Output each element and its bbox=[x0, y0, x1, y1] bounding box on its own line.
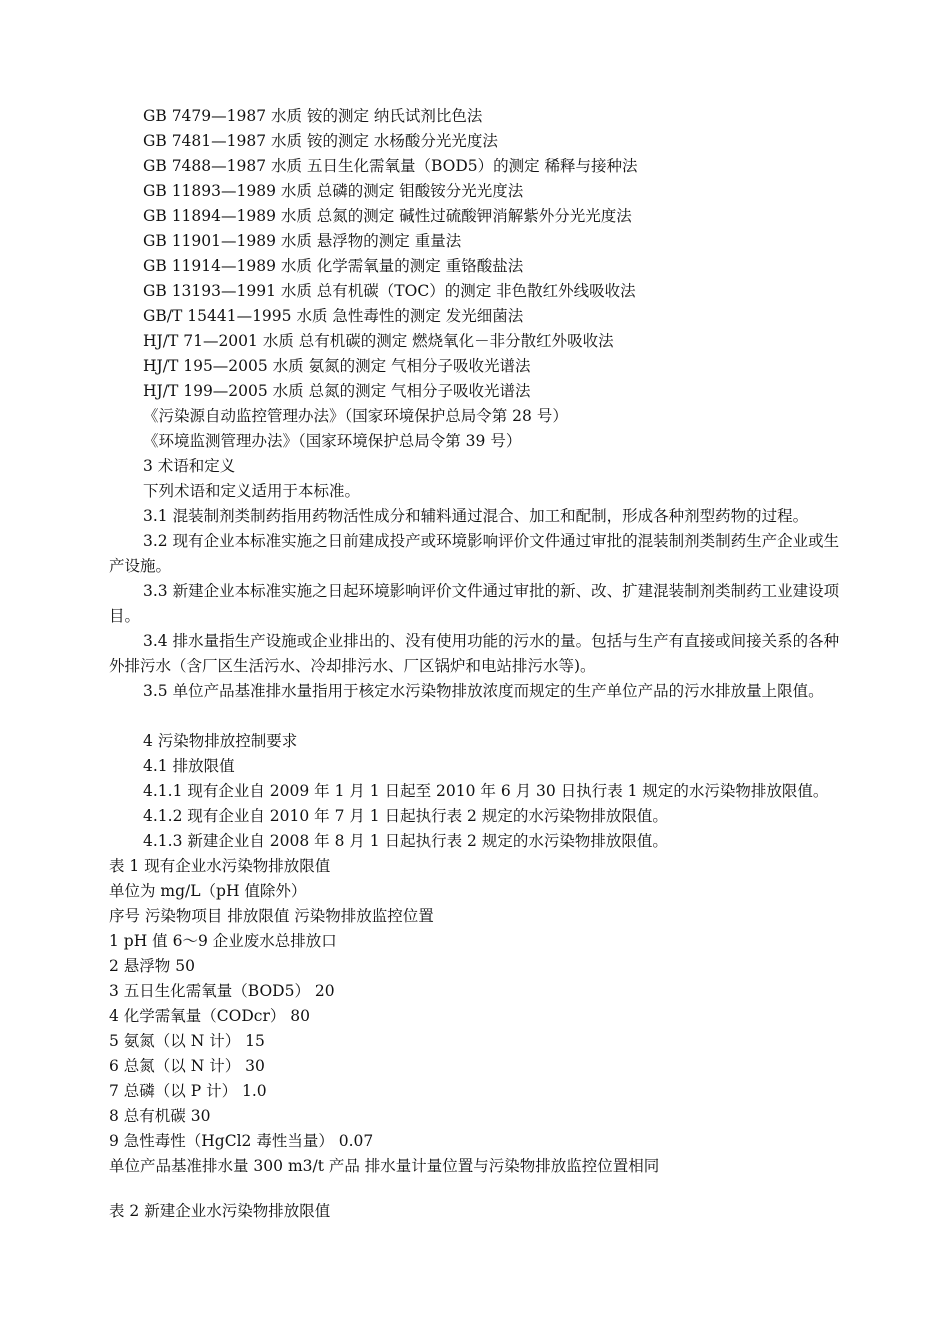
definition-3-3: 3.3 新建企业本标准实施之日起环境影响评价文件通过审批的新、改、扩建混装制剂类制药工业建设项目。 bbox=[109, 582, 840, 625]
reference-item: 《污染源自动监控管理办法》（国家环境保护总局令第 28 号） bbox=[143, 407, 568, 425]
definition-3-5: 3.5 单位产品基准排水量指用于核定水污染物排放浓度而规定的生产单位产品的污水排放量上限值。 bbox=[143, 682, 824, 700]
table-row: 2 悬浮物 50 bbox=[109, 957, 195, 975]
table-title: 表 2 新建企业水污染物排放限值 bbox=[109, 1202, 331, 1220]
reference-item: 《环境监测管理办法》（国家环境保护总局令第 39 号） bbox=[143, 432, 522, 450]
section-heading: 3 术语和定义 bbox=[143, 457, 236, 475]
reference-item: HJ/T 195—2005 水质 氨氮的测定 气相分子吸收光谱法 bbox=[143, 357, 531, 375]
table-row: 4 化学需氧量（CODcr） 80 bbox=[109, 1007, 311, 1025]
section-intro: 下列术语和定义适用于本标准。 bbox=[143, 482, 361, 500]
table-row: 5 氨氮（以 N 计） 15 bbox=[109, 1032, 265, 1050]
reference-item: GB 13193—1991 水质 总有机碳（TOC）的测定 非色散红外线吸收法 bbox=[143, 282, 636, 300]
table-header: 序号 污染物项目 排放限值 污染物排放监控位置 bbox=[109, 907, 434, 925]
table-row: 8 总有机碳 30 bbox=[109, 1107, 211, 1125]
table-row: 7 总磷（以 P 计） 1.0 bbox=[109, 1082, 267, 1100]
definition-3-4: 3.4 排水量指生产设施或企业排出的、没有使用功能的污水的量。包括与生产有直接或间接关系的各种外排污水（含厂区生活污水、冷却排污水、厂区锅炉和电站排污水等)。 bbox=[109, 632, 840, 675]
reference-item: GB 11893—1989 水质 总磷的测定 钼酸铵分光光度法 bbox=[143, 182, 524, 200]
reference-item: GB/T 15441—1995 水质 急性毒性的测定 发光细菌法 bbox=[143, 307, 524, 325]
definition-3-1: 3.1 混装制剂类制药指用药物活性成分和辅料通过混合、加工和配制，形成各种剂型药物的过程。 bbox=[143, 507, 809, 525]
reference-item: HJ/T 199—2005 水质 总氮的测定 气相分子吸收光谱法 bbox=[143, 382, 531, 400]
reference-item: GB 11894—1989 水质 总氮的测定 碱性过硫酸钾消解紫外分光光度法 bbox=[143, 207, 632, 225]
table-row: 3 五日生化需氧量（BOD5） 20 bbox=[109, 982, 335, 1000]
table-unit: 单位为 mg/L（pH 值除外） bbox=[109, 882, 307, 900]
reference-item: GB 7481—1987 水质 铵的测定 水杨酸分光光度法 bbox=[143, 132, 498, 150]
reference-item: GB 11914—1989 水质 化学需氧量的测定 重铬酸盐法 bbox=[143, 257, 524, 275]
clause-4-1-3: 4.1.3 新建企业自 2008 年 8 月 1 日起执行表 2 规定的水污染物排放限值。 bbox=[143, 832, 668, 850]
definition-3-2: 3.2 现有企业本标准实施之日前建成投产或环境影响评价文件通过审批的混装制剂类制药生产企业或生产设施。 bbox=[109, 532, 840, 575]
table-row: 1 pH 值 6～9 企业废水总排放口 bbox=[109, 932, 337, 950]
reference-item: GB 7479—1987 水质 铵的测定 纳氏试剂比色法 bbox=[143, 107, 483, 125]
section-heading: 4 污染物排放控制要求 bbox=[143, 732, 298, 750]
table-row: 6 总氮（以 N 计） 30 bbox=[109, 1057, 265, 1075]
reference-item: GB 7488—1987 水质 五日生化需氧量（BOD5）的测定 稀释与接种法 bbox=[143, 157, 638, 175]
table-footer: 单位产品基准排水量 300 m3/t 产品 排水量计量位置与污染物排放监控位置相同 bbox=[109, 1157, 660, 1175]
table-title: 表 1 现有企业水污染物排放限值 bbox=[109, 857, 331, 875]
reference-item: GB 11901—1989 水质 悬浮物的测定 重量法 bbox=[143, 232, 462, 250]
subsection-heading: 4.1 排放限值 bbox=[143, 757, 235, 775]
table-row: 9 急性毒性（HgCl2 毒性当量） 0.07 bbox=[109, 1132, 374, 1150]
clause-4-1-1: 4.1.1 现有企业自 2009 年 1 月 1 日起至 2010 年 6 月 30 日执行表 1 规定的水污染物排放限值。 bbox=[143, 782, 829, 800]
clause-4-1-2: 4.1.2 现有企业自 2010 年 7 月 1 日起执行表 2 规定的水污染物排放限值。 bbox=[143, 807, 668, 825]
reference-item: HJ/T 71—2001 水质 总有机碳的测定 燃烧氧化－非分散红外吸收法 bbox=[143, 332, 614, 350]
